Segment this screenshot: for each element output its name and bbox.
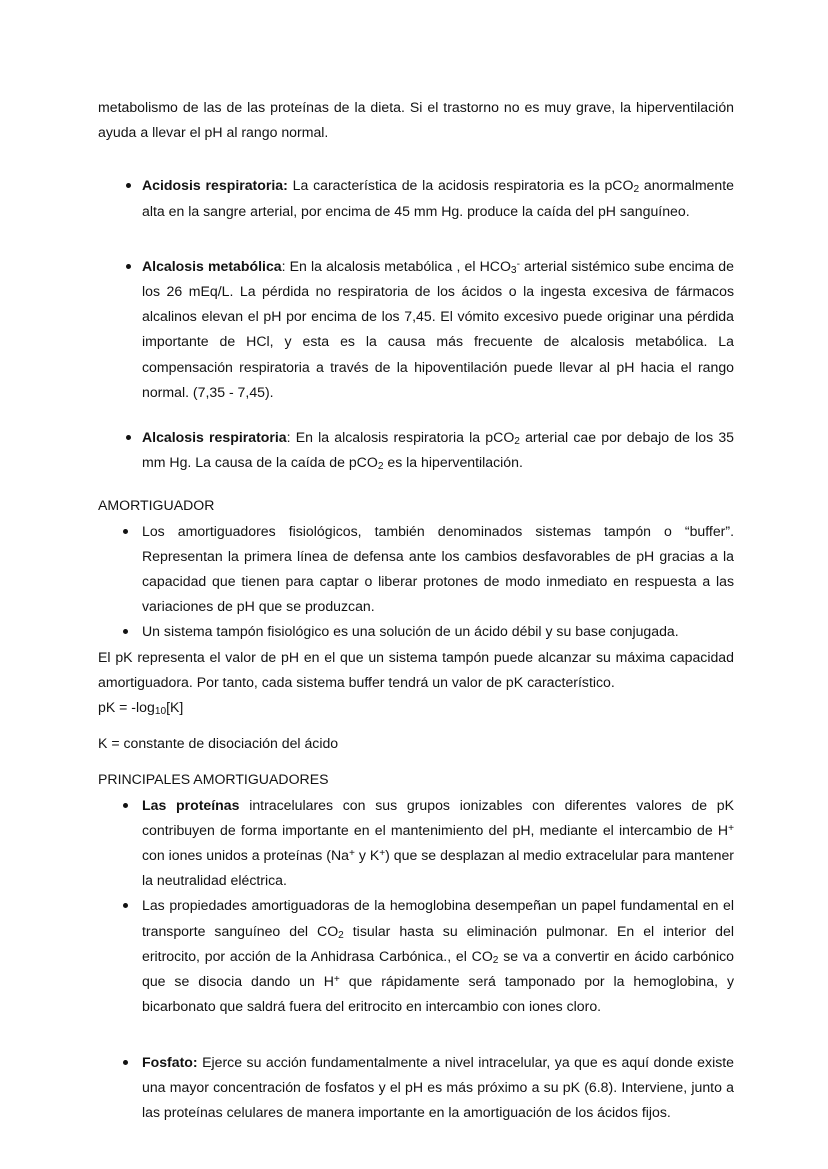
text-hemoglobina-part2: tisular hasta su eliminación pulmonar. En el interior del eritrocito, por acción de la Anhidrasa Carbónica., el CO [142, 922, 734, 964]
heading-amortiguador: AMORTIGUADOR [98, 497, 215, 514]
text-alcalosis-resp-part1: : En la alcalosis respiratoria la pCO [286, 429, 515, 446]
subscript-co2-d: 2 [338, 929, 344, 941]
heading-principales-amortiguadores: PRINCIPALES AMORTIGUADORES [98, 771, 329, 788]
superscript-na-plus: + [348, 847, 355, 859]
term-alcalosis-respiratoria: Alcalosis respiratoria [142, 429, 287, 446]
document-body [98, 95, 734, 1125]
list-item-alcalosis-metabolica [98, 254, 734, 405]
text-proteinas-part1: intracelulares con sus grupos ionizables con diferentes valores de pK contribuyen de forma importante en el mantenimiento del pH, mediante el intercambio de H [142, 796, 735, 838]
text-alcalosis-resp-part3: es la hiperventilación. [383, 454, 523, 471]
text-alcalosis-met-part1: : En la alcalosis metabólica , el HCO [281, 257, 511, 274]
superscript-k-plus: + [379, 847, 386, 859]
list-item-proteinas [98, 793, 734, 894]
subscript-co2-b: 2 [514, 436, 520, 448]
term-alcalosis-metabolica: Alcalosis metabólica [142, 257, 282, 274]
subscript-log-base: 10 [154, 706, 167, 718]
formula-suffix: [K] [166, 699, 184, 716]
paragraph-pk-definition: El pK representa el valor de pH en el que un sistema tampón puede alcanzar su máxima capacidad amortiguadora. Por tanto, cada sistema buffer tendrá un valor de pK característico. [98, 648, 734, 690]
text-hemoglobina-part3: se va a convertir en ácido carbónico que se disocia dando un H [142, 947, 734, 990]
subscript-co2-c: 2 [377, 461, 384, 473]
list-item-alcalosis-respiratoria [98, 425, 734, 475]
intro-paragraph: metabolismo de las de las proteínas de la dieta. Si el trastorno no es muy grave, la hiperventilación ayuda a llevar el pH al rango normal. [98, 99, 734, 141]
text-hemoglobina-part4: que rápidamente será tamponado por la hemoglobina, y bicarbonato que saldrá fuera del eritrocito en intercambio con iones cloro. [142, 973, 734, 1015]
text-acidosis-part2: anormalmente alta en la sangre arterial, por encima de 45 mm Hg. produce la caída del pH sanguíneo. [142, 177, 734, 219]
text-alcalosis-met-part2: arterial sistémico sube encima de los 26 mEq/L. La pérdida no respiratoria de los ácidos o la ingesta excesiva de fármacos alcalinos elevan el pH por encima de los 7,45. El vómito excesivo puede originar una pérdida importante de HCl, y esta es la causa más frecuente de alcalosis metabólica. La compensación respiratoria a través de la hipoventilación puede llevar al pH hacia el rango normal. (7,35 - 7,45). [142, 257, 734, 400]
subscript-co2-a: 2 [633, 184, 640, 196]
spacer [98, 756, 734, 767]
list-item-fosfato [98, 1050, 734, 1126]
list-item-sistema-tampon: Un sistema tampón fisiológico es una solución de un ácido débil y su base conjugada. [98, 619, 734, 644]
list-item-hemoglobina [98, 893, 734, 1019]
amortiguador-bullets-list [98, 519, 734, 645]
spacer [98, 720, 734, 731]
superscript-hco3-charge: - [516, 258, 520, 270]
text-hemoglobina-part1: Las propiedades amortiguadoras de la hemoglobina desempeñan un papel fundamental en el transporte sanguíneo del CO [142, 897, 734, 939]
text-proteinas-part4: ) que se desplazan al medio extracelular para mantener la neutralidad eléctrica. [142, 847, 734, 889]
list-item-amortiguadores-fisiologicos: Los amortiguadores fisiológicos, también denominados sistemas tampón o “buffer”. Representan la primera línea de defensa ante los cambios desfavorables de pH gracias a la capacidad que tienen para captar o liberar protones de modo inmediato en respuesta a las variaciones de pH que se produzcan. [98, 519, 734, 620]
acid-base-disorders-list [98, 173, 734, 475]
text-proteinas-part3: y K [354, 847, 380, 864]
text-fosfato-part1: Ejerce su acción fundamentalmente a nivel intracelular, ya que es aquí donde existe una mayor concentración de fosfatos y el pH es más próximo a su pK (6.8). Interviene, junto a las proteínas celulares de manera importante en la amortiguación de los ácidos fijos. [142, 1053, 734, 1120]
spacer [98, 145, 734, 173]
term-fosfato: Fosfato: [142, 1053, 198, 1070]
formula-pk [98, 695, 734, 720]
spacer [98, 475, 734, 493]
superscript-h-plus-a: + [728, 822, 734, 834]
subscript-hco3: 3 [510, 265, 517, 277]
term-las-proteinas: Las proteínas [142, 796, 240, 813]
formula-prefix: pK = -log [98, 699, 155, 716]
text-alcalosis-resp-part2: arterial cae por debajo de los 35 mm Hg. La causa de la caída de pCO [142, 429, 734, 471]
definition-k: K = constante de disociación del ácido [98, 735, 339, 752]
principales-amortiguadores-list [98, 793, 734, 1125]
subscript-co2-e: 2 [492, 955, 499, 967]
text-acidosis-part1: La característica de la acidosis respiratoria es la pCO [287, 177, 634, 194]
text-proteinas-part2: con iones unidos a proteínas (Na [142, 847, 349, 864]
list-item-acidosis-respiratoria [98, 173, 734, 223]
superscript-h-plus-b: + [333, 973, 340, 985]
term-acidosis-respiratoria: Acidosis respiratoria: [142, 177, 288, 194]
